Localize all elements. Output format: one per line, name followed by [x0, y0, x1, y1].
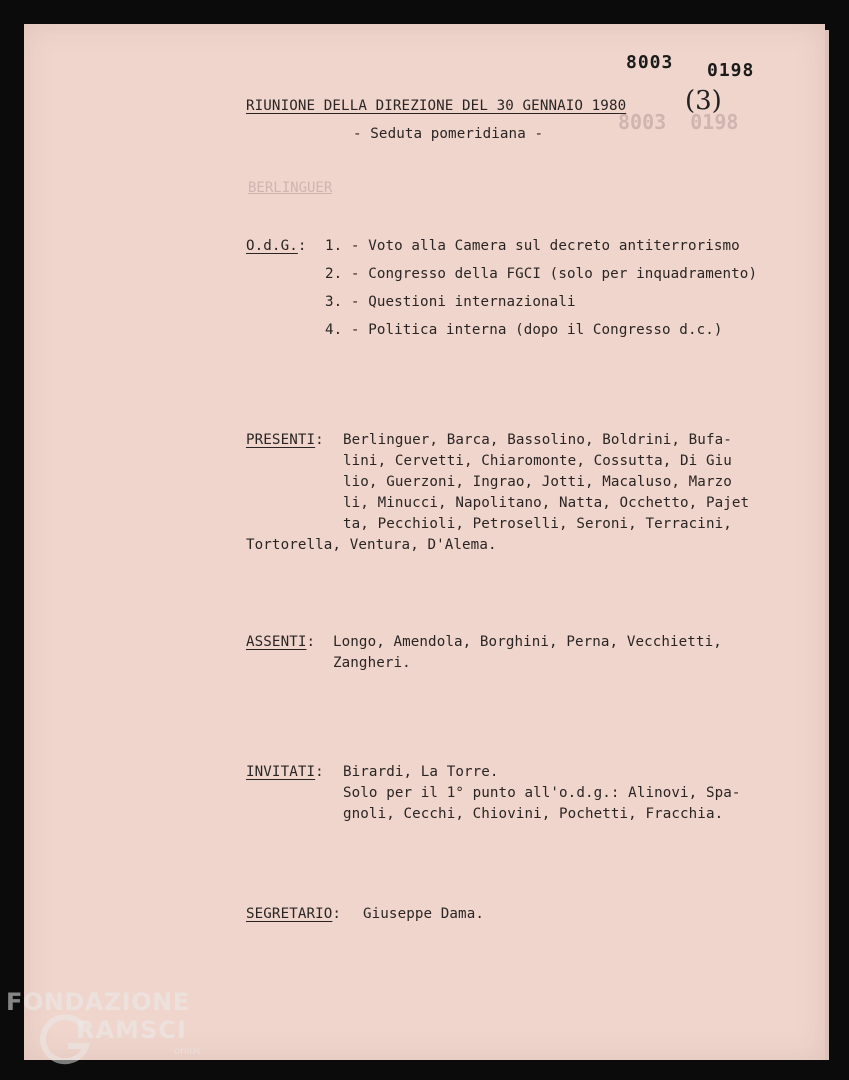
document-title: RIUNIONE DELLA DIREZIONE DEL 30 GENNAIO 1980 [246, 98, 627, 114]
presenti-label: PRESENTI: [246, 432, 324, 448]
logo-line1: FONDAZIONE [6, 988, 190, 1016]
invitati-label: INVITATI: [246, 764, 324, 780]
handwritten-page-number: (3) [685, 86, 722, 116]
logo-onlus: onlus [174, 1046, 201, 1057]
page-edge [825, 30, 829, 1060]
presenti-line: Berlinguer, Barca, Bassolino, Boldrini, Bufa- [343, 432, 732, 448]
invitati-line: Birardi, La Torre. [343, 764, 499, 780]
odg-item-3: 3. - Questioni internazionali [325, 294, 576, 310]
presenti-line: li, Minucci, Napolitano, Natta, Occhetto, Pajet [343, 495, 750, 511]
bleed-through-heading: BERLINGUER [248, 180, 333, 196]
odg-item-4: 4. - Politica interna (dopo il Congresso d.c.) [325, 322, 723, 338]
odg-label: O.d.G.: [246, 238, 307, 254]
archive-stamp-right: 0198 [707, 60, 755, 81]
presenti-line: lini, Cervetti, Chiaromonte, Cossutta, Di Giu [343, 453, 732, 469]
presenti-line: ta, Pecchioli, Petroselli, Seroni, Terracini, [343, 516, 732, 532]
assenti-line: Longo, Amendola, Borghini, Perna, Vecchietti, [333, 634, 722, 650]
odg-item-2: 2. - Congresso della FGCI (solo per inquadramento) [325, 266, 758, 282]
bleed-through-stamp: 8003 0198 [618, 110, 739, 134]
presenti-line: Tortorella, Ventura, D'Alema. [246, 537, 497, 553]
segretario-label: SEGRETARIO: [246, 906, 342, 922]
logo-line2: RAMSCI [76, 1016, 187, 1044]
assenti-line: Zangheri. [333, 655, 411, 671]
archive-stamp-left: 8003 [626, 52, 674, 73]
fondazione-gramsci-logo [6, 988, 216, 1073]
segretario-name: Giuseppe Dama. [363, 906, 484, 922]
presenti-line: lio, Guerzoni, Ingrao, Jotti, Macaluso, Marzo [343, 474, 732, 490]
invitati-line: gnoli, Cecchi, Chiovini, Pochetti, Fracchia. [343, 806, 724, 822]
document-subtitle: - Seduta pomeridiana - [353, 126, 544, 142]
odg-item-1: 1. - Voto alla Camera sul decreto antiterrorismo [325, 238, 740, 254]
invitati-line: Solo per il 1° punto all'o.d.g.: Alinovi, Spa- [343, 785, 741, 801]
assenti-label: ASSENTI: [246, 634, 316, 650]
